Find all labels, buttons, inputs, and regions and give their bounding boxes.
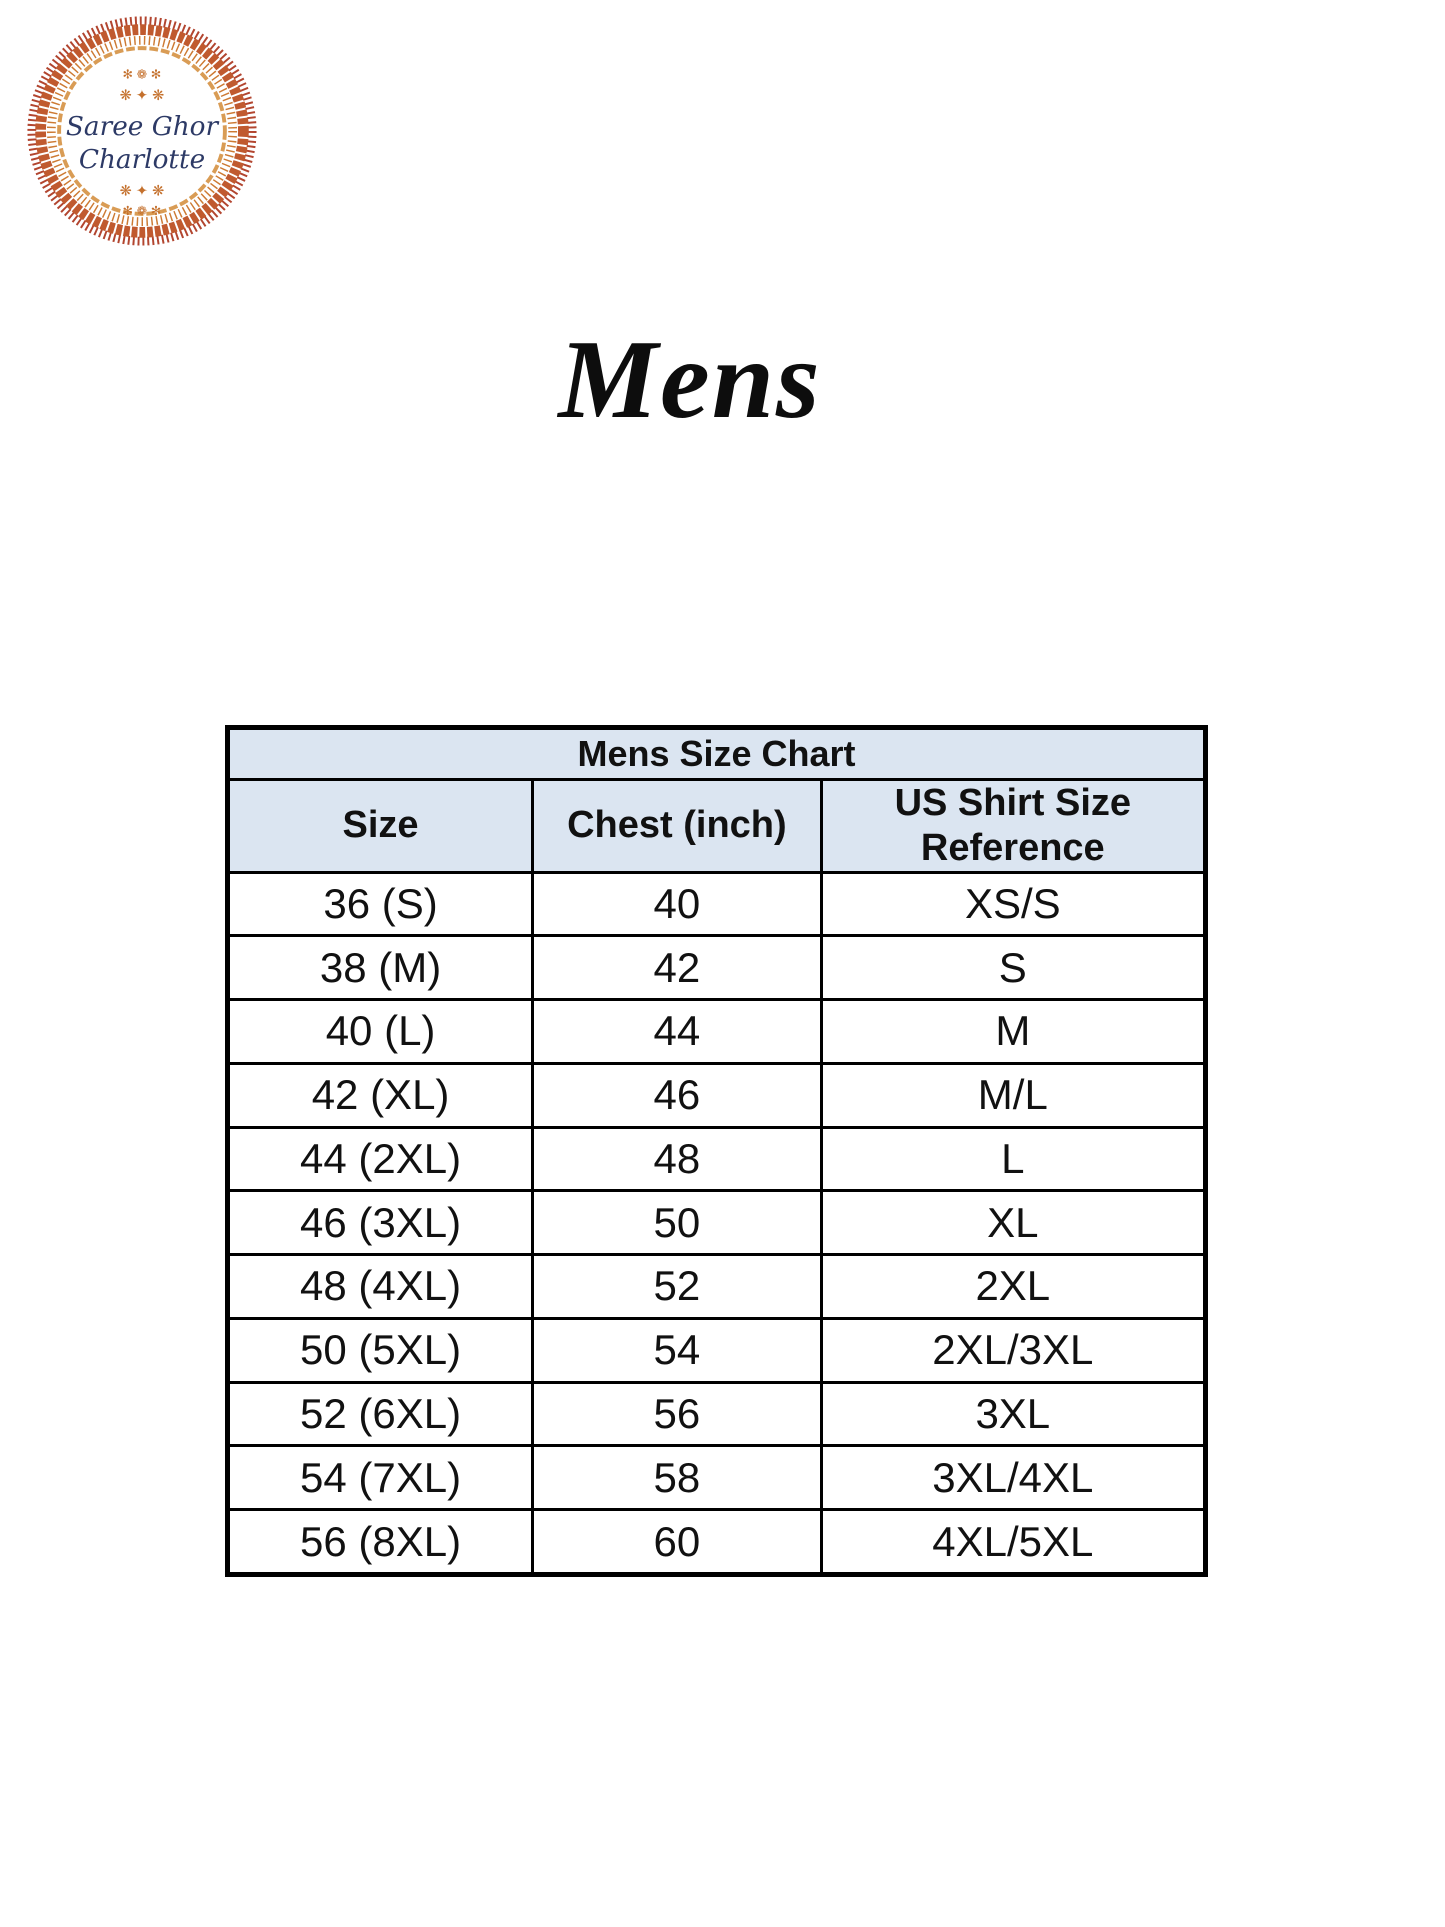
table-title: Mens Size Chart	[228, 728, 1206, 780]
column-header-chest: Chest (inch)	[533, 780, 822, 873]
logo-ornament-top-small: ✻ ❁ ✻	[122, 67, 162, 82]
page-title: Mens	[558, 318, 822, 442]
cell-size: 44 (2XL)	[228, 1127, 533, 1191]
table-row	[228, 1255, 1206, 1319]
size-chart-table	[225, 725, 1208, 1577]
cell-size: 42 (XL)	[228, 1063, 533, 1127]
cell-chest: 50	[533, 1191, 822, 1255]
cell-us-shirt: XL	[821, 1191, 1205, 1255]
cell-us-shirt: 2XL	[821, 1255, 1205, 1319]
cell-size: 36 (S)	[228, 872, 533, 936]
logo-ornate-ring-icon	[25, 14, 259, 248]
table-row	[228, 936, 1206, 1000]
table-row	[228, 1127, 1206, 1191]
table-row	[228, 1318, 1206, 1382]
cell-us-shirt: XS/S	[821, 872, 1205, 936]
table-row	[228, 1000, 1206, 1064]
cell-us-shirt: 4XL/5XL	[821, 1510, 1205, 1575]
table-row	[228, 1510, 1206, 1575]
cell-size: 48 (4XL)	[228, 1255, 533, 1319]
table-row	[228, 1063, 1206, 1127]
table-header-row	[228, 780, 1206, 873]
cell-chest: 42	[533, 936, 822, 1000]
table-row	[228, 1191, 1206, 1255]
cell-chest: 46	[533, 1063, 822, 1127]
cell-us-shirt: 3XL/4XL	[821, 1446, 1205, 1510]
logo-ornament-top-icon: ❋ ✦ ❋	[119, 87, 165, 104]
brand-logo	[25, 14, 259, 248]
cell-size: 46 (3XL)	[228, 1191, 533, 1255]
cell-chest: 40	[533, 872, 822, 936]
cell-us-shirt: M	[821, 1000, 1205, 1064]
column-header-us-shirt	[821, 780, 1205, 873]
cell-chest: 56	[533, 1382, 822, 1446]
cell-chest: 48	[533, 1127, 822, 1191]
table-row	[228, 1446, 1206, 1510]
cell-size: 54 (7XL)	[228, 1446, 533, 1510]
logo-ornament-bottom-small: ✻ ❁ ✻	[122, 203, 162, 218]
cell-chest: 44	[533, 1000, 822, 1064]
cell-size: 50 (5XL)	[228, 1318, 533, 1382]
cell-chest: 54	[533, 1318, 822, 1382]
cell-size: 38 (M)	[228, 936, 533, 1000]
logo-text-line2: Charlotte	[78, 145, 206, 176]
size-chart-body	[228, 872, 1206, 1574]
cell-us-shirt: 3XL	[821, 1382, 1205, 1446]
cell-us-shirt: L	[821, 1127, 1205, 1191]
logo-ornament-bottom-icon: ❋ ✦ ❋	[119, 183, 165, 200]
column-header-size: Size	[228, 780, 533, 873]
logo-text-line1: Saree Ghor	[65, 111, 219, 142]
cell-us-shirt: M/L	[821, 1063, 1205, 1127]
cell-chest: 58	[533, 1446, 822, 1510]
cell-size: 56 (8XL)	[228, 1510, 533, 1575]
cell-us-shirt: 2XL/3XL	[821, 1318, 1205, 1382]
column-header-us-shirt-label: US Shirt Size Reference	[894, 782, 1132, 869]
table-row	[228, 872, 1206, 936]
cell-size: 40 (L)	[228, 1000, 533, 1064]
table-row	[228, 1382, 1206, 1446]
cell-chest: 60	[533, 1510, 822, 1575]
cell-chest: 52	[533, 1255, 822, 1319]
table-title-row	[228, 728, 1206, 780]
cell-size: 52 (6XL)	[228, 1382, 533, 1446]
cell-us-shirt: S	[821, 936, 1205, 1000]
